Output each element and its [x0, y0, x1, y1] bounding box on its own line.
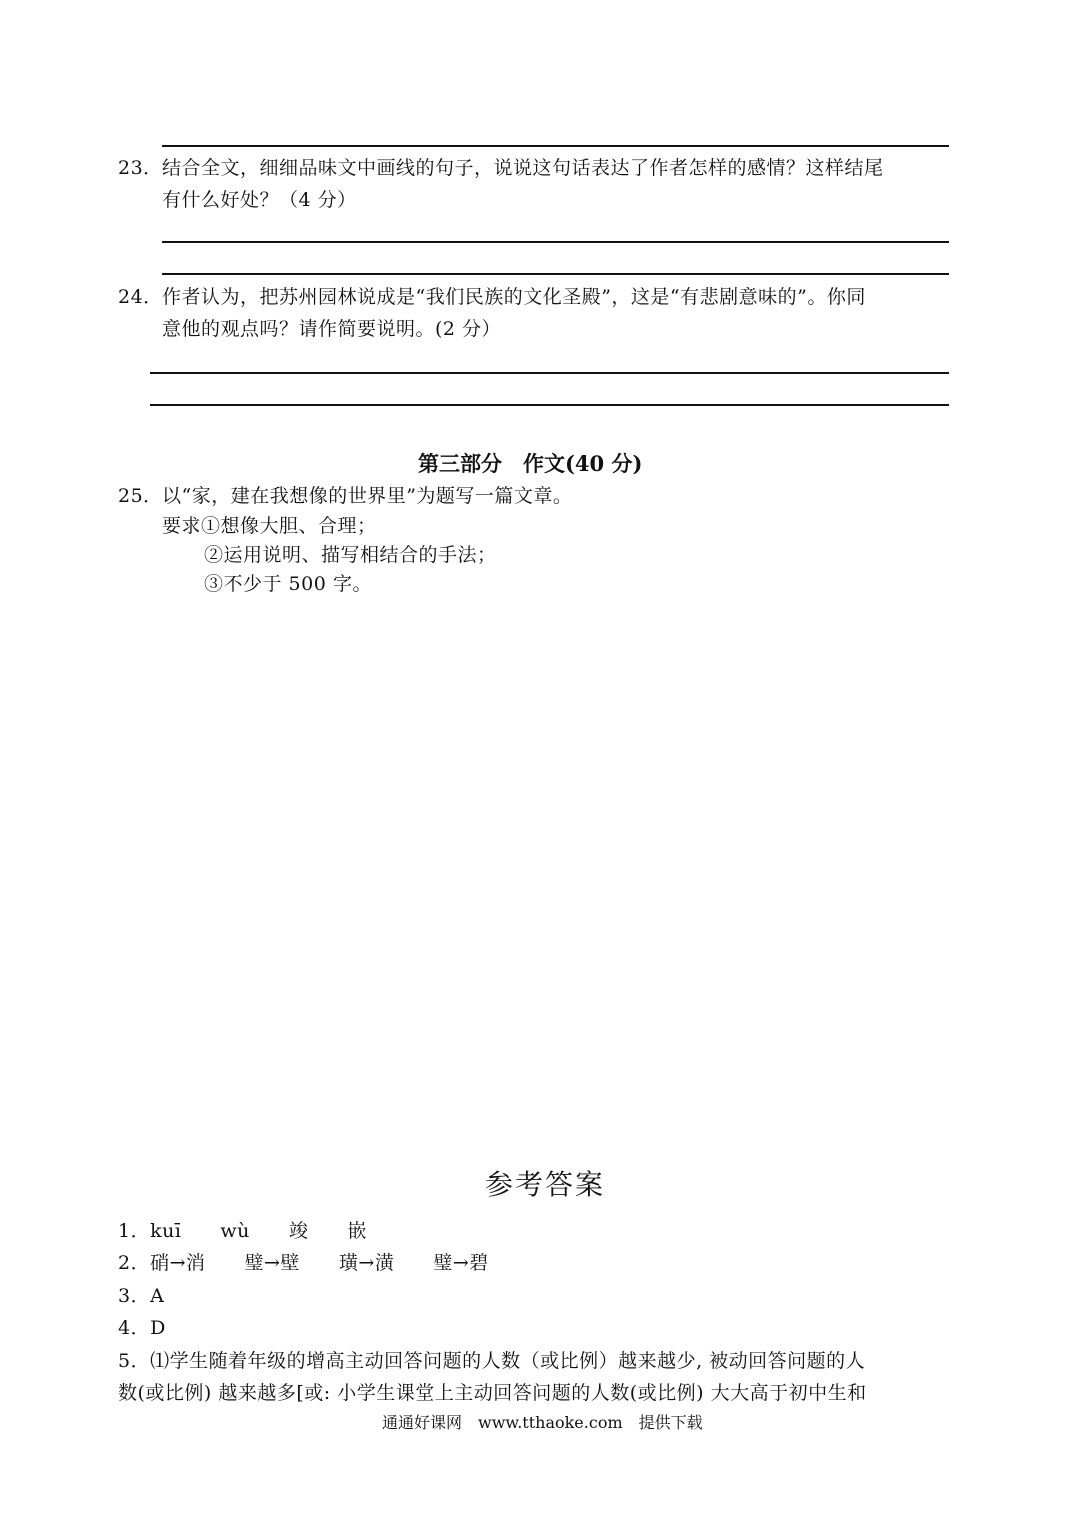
- question-25-line-1: 25．以“家，建在我想像的世界里”为题写一篇文章。: [118, 481, 572, 511]
- answer-line: [162, 241, 949, 243]
- requirement-1: 要求①想像大胆、合理；: [162, 515, 377, 537]
- question-number: 24．: [118, 286, 163, 308]
- answer-line: [150, 372, 949, 374]
- answer-5-line-2: 数(或比例) 越来越多[或: 小学生课堂上主动回答问题的人数(或比例) 大大高于初中生和: [118, 1382, 867, 1404]
- question-23-line-1: 23．结合全文，细细品味文中画线的句子，说说这句话表达了作者怎样的感情？这样结尾: [118, 153, 884, 183]
- requirement-3: ③不少于 500 字。: [204, 573, 372, 595]
- answer-line: [150, 404, 949, 406]
- answer-2: 2．硝→消 璧→壁 璜→潢 璧→碧: [118, 1252, 489, 1274]
- requirement-2: ②运用说明、描写相结合的手法；: [204, 544, 497, 566]
- section-title: 第三部分 作文(40 分): [418, 451, 643, 476]
- answer-1: 1．kuī wù 竣 嵌: [118, 1220, 367, 1242]
- question-23-line-2: 有什么好处？（4 分）: [162, 189, 357, 211]
- answer-4: 4．D: [118, 1317, 166, 1339]
- question-number: 25．: [118, 485, 163, 507]
- answer-line: [162, 145, 949, 147]
- answer-5-line-1: 5．⑴学生随着年级的增高主动回答问题的人数（或比例）越来越少, 被动回答问题的人: [118, 1350, 866, 1372]
- answers-title: 参考答案: [485, 1168, 606, 1201]
- page-footer: 通通好课网 www.tthaoke.com 提供下载: [382, 1413, 703, 1432]
- question-24-line-1: 24．作者认为，把苏州园林说成是“我们民族的文化圣殿”，这是“有悲剧意味的”。你同: [118, 282, 866, 312]
- question-24-line-2: 意他的观点吗？请作简要说明。(2 分）: [162, 318, 502, 340]
- answer-3: 3．A: [118, 1285, 165, 1307]
- answer-line: [162, 273, 949, 275]
- question-number: 23．: [118, 157, 163, 179]
